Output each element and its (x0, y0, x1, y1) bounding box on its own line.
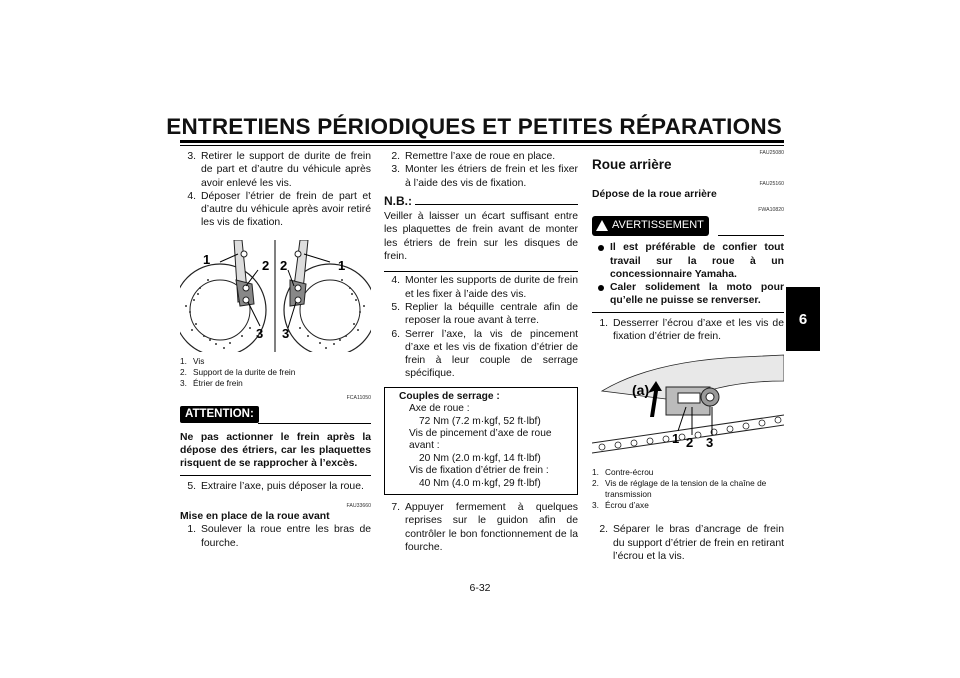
torque-value: 40 Nm (4.0 m·kgf, 29 ft·lbf) (419, 477, 541, 489)
warning-bullet (592, 281, 784, 308)
column-left (180, 150, 371, 550)
torque-line: avant : (409, 440, 440, 452)
attention-end-rule (180, 475, 371, 476)
step-text: Soulever la roue entre les bras de fourche. (201, 524, 371, 549)
bullet-icon (592, 281, 610, 308)
caption-text: Étrier de frein (193, 377, 243, 388)
step-number: 7. (391, 502, 400, 513)
section-title: Roue arrière (592, 157, 672, 172)
step-item (180, 190, 371, 230)
step-item (592, 317, 784, 344)
torque-line: Axe de roue : (409, 403, 470, 415)
step-number: 1. (187, 524, 196, 536)
section-title: Mise en place de la roue avant (180, 510, 330, 522)
attention-header (180, 406, 371, 426)
note-text: Veiller à laisser un écart suffisant entre les plaquettes de frein avant de monter les étriers de frein sur les disques de frein. (384, 211, 578, 263)
figure-label: 1 (672, 431, 680, 447)
step-number: 3. (187, 151, 196, 162)
caption-number: 2. (592, 478, 599, 489)
attention-text: Ne pas actionner le frein après la dépose des étriers, car les plaquettes risquent de se rapprocher à l’excès. (180, 431, 371, 470)
warning-end-rule (592, 312, 784, 313)
step-text: Remettre l’axe de roue en place. (405, 151, 556, 162)
step-item (384, 328, 578, 381)
step-number: 5. (391, 301, 400, 313)
bullet-text: Il est préférable de confier tout travail sur la roue à un concessionnaire Yamaha. (610, 242, 784, 280)
step-item (384, 163, 578, 190)
reference-code: FCA11050 (346, 394, 371, 401)
caption-item (180, 356, 371, 367)
caption-number: 1. (592, 467, 599, 478)
rear-axle-figure (592, 351, 784, 465)
caption-item (592, 467, 784, 478)
torque-line: Vis de fixation d’étrier de frein : (409, 465, 549, 477)
torque-value: 20 Nm (2.0 m·kgf, 14 ft·lbf) (419, 452, 541, 464)
caption-number: 1. (180, 355, 187, 366)
note-header (384, 195, 578, 208)
caption-item (180, 378, 371, 389)
header-rule-thin (180, 145, 784, 146)
step-number: 4. (391, 275, 400, 287)
warning-label (592, 216, 709, 235)
warning-rule (718, 235, 784, 236)
chapter-tab[interactable]: 6 (786, 287, 820, 351)
note-end-rule (384, 271, 578, 272)
header-rule (180, 140, 784, 143)
front-brake-figure (180, 240, 371, 352)
torque-title: Couples de serrage : (399, 390, 500, 402)
caption-item (592, 500, 784, 511)
attention-rule (258, 423, 371, 424)
figure-label: 1 (338, 257, 346, 273)
step-number: 2. (599, 524, 608, 536)
page-number: 6-32 (469, 582, 491, 594)
step-number: 6. (391, 328, 400, 340)
step-number: 2. (391, 151, 400, 162)
step-text: Monter les étriers de frein et les fixer à l’aide des vis de fixation. (405, 164, 578, 189)
step-number: 1. (599, 317, 608, 329)
caption-text: Support de la durite de frein (193, 366, 296, 377)
figure-label: 2 (262, 257, 270, 273)
caption-item (180, 367, 371, 378)
caption-item (592, 478, 784, 500)
figure-label: 3 (706, 435, 714, 451)
note-rule (415, 204, 578, 205)
step-item (384, 274, 578, 301)
torque-value: 72 Nm (7.2 m·kgf, 52 ft·lbf) (419, 415, 541, 427)
warning-bullet (592, 241, 784, 281)
step-text: Extraire l’axe, puis déposer la roue. (201, 480, 364, 492)
figure-caption (592, 467, 784, 511)
step-item (384, 150, 578, 163)
rear-axle-illustration (592, 351, 784, 465)
step-text: Séparer le bras d’ancrage de frein du support d’étrier de frein en retirant l’écrou et la vis. (613, 524, 784, 562)
subsection-title: Dépose de la roue arrière (592, 189, 717, 200)
bullet-icon (592, 241, 610, 281)
step-text: Appuyer fermement à quelques reprises sur le guidon afin de contrôler le bon fonctionnement de la fourche. (405, 502, 578, 553)
reference-code: FAU33660 (346, 502, 371, 509)
bullet-text: Caler solidement la moto pour qu’elle ne puisse se renverser. (610, 282, 784, 307)
step-text: Replier la béquille centrale afin de reposer la roue avant à terre. (405, 301, 578, 327)
caption-text: Vis (193, 355, 205, 366)
front-brake-illustration (180, 240, 371, 352)
reference-code: FAU25160 (759, 181, 784, 187)
step-text: Retirer le support de durite de frein de part et d’autre du véhicule après avoir enlevé les vis. (201, 151, 371, 189)
step-number: 4. (187, 190, 196, 202)
figure-label: 2 (280, 257, 288, 273)
figure-caption (180, 356, 371, 389)
step-item (180, 523, 371, 550)
step-number: 5. (187, 480, 196, 492)
reference-code: FWA10820 (758, 207, 784, 214)
column-middle (384, 150, 578, 554)
step-item (592, 523, 784, 563)
step-item (180, 150, 371, 190)
caption-text: Contre-écrou (605, 467, 654, 478)
caption-text: Écrou d’axe (605, 500, 649, 511)
figure-label: 2 (686, 435, 694, 451)
figure-label: 1 (203, 251, 211, 267)
torque-line: Vis de pincement d’axe de roue (409, 427, 552, 439)
caption-text: Vis de réglage de la tension de la chaîne de transmission (605, 478, 767, 500)
step-item (384, 501, 578, 554)
warning-triangle-icon (596, 220, 608, 231)
column-right (592, 150, 784, 563)
reference-code: FAU25080 (759, 150, 784, 156)
warning-header (592, 216, 784, 238)
attention-label: ATTENTION: (180, 406, 259, 423)
step-item (384, 301, 578, 328)
figure-label: (a) (632, 382, 650, 399)
step-item (180, 480, 371, 493)
torque-specification-box (384, 387, 578, 495)
step-text: Serrer l’axe, la vis de pincement d’axe et les vis de fixation d’étrier de frein à leur couple de serrage spécifique. (405, 328, 578, 380)
step-text: Monter les supports de durite de frein et les fixer à l’aide des vis. (405, 275, 578, 300)
step-number: 3. (391, 164, 400, 176)
caption-number: 3. (592, 500, 599, 511)
warning-label-text: AVERTISSEMENT (612, 219, 704, 232)
step-text: Déposer l’étrier de frein de part et d’autre du véhicule après avoir retiré les vis de fixation. (201, 190, 371, 229)
caption-number: 2. (180, 366, 187, 377)
caption-number: 3. (180, 377, 187, 388)
figure-label: 3 (256, 325, 264, 341)
figure-label: 3 (282, 325, 290, 341)
page-header-title: ENTRETIENS PÉRIODIQUES ET PETITES RÉPARATIONS (166, 114, 782, 139)
step-text: Desserrer l’écrou d’axe et les vis de fixation d’étrier de frein. (613, 317, 784, 343)
note-label: N.B.: (384, 193, 412, 208)
